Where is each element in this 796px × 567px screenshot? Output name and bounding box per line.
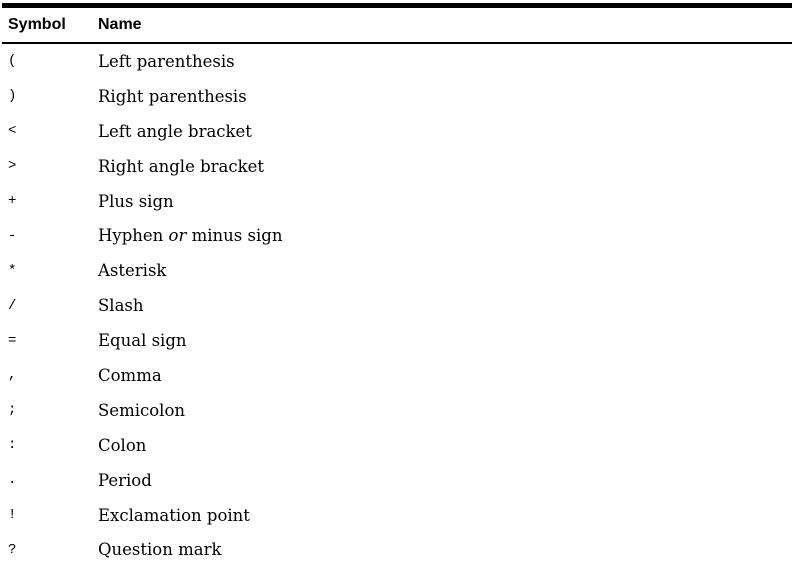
symbol-cell: ) (8, 88, 17, 105)
table-row (2, 253, 796, 288)
name-text-italic: or (168, 226, 187, 246)
name-cell (98, 157, 796, 176)
name-text: Asterisk (98, 261, 167, 281)
name-cell (98, 87, 796, 106)
name-text: Right angle bracket (98, 156, 264, 176)
symbol-cell: - (8, 227, 17, 244)
name-cell (98, 296, 796, 315)
name-text: Slash (98, 296, 144, 316)
symbol-cell: * (8, 262, 17, 279)
name-cell (98, 331, 796, 350)
symbol-cell: < (8, 123, 17, 140)
name-text: Exclamation point (98, 505, 250, 525)
table-row (2, 149, 796, 184)
symbol-cell: ; (8, 402, 17, 419)
name-cell (98, 436, 796, 455)
symbol-cell: : (8, 437, 17, 454)
name-cell (98, 506, 796, 525)
table-row (2, 358, 796, 393)
column-header-name: Name (98, 16, 142, 33)
table-row (2, 323, 796, 358)
symbol-cell: . (8, 472, 17, 489)
symbols-table-page (0, 3, 796, 567)
table-row (2, 428, 796, 463)
name-text: Period (98, 470, 152, 490)
name-text: Comma (98, 365, 162, 385)
name-text: Colon (98, 435, 147, 455)
table-row (2, 463, 796, 498)
name-text: Right parenthesis (98, 86, 247, 106)
symbol-cell: > (8, 158, 17, 175)
name-text: Hyphen (98, 226, 169, 246)
symbol-cell: ! (8, 507, 17, 524)
symbol-cell: ( (8, 53, 17, 70)
name-cell (98, 366, 796, 385)
name-cell (98, 261, 796, 280)
table-row (2, 498, 796, 533)
table-row (2, 532, 796, 567)
name-text: Equal sign (98, 331, 187, 351)
table-row (2, 114, 796, 149)
symbol-cell: + (8, 193, 17, 209)
table-row (2, 79, 796, 114)
name-text: Question mark (98, 540, 222, 560)
name-text: Semicolon (98, 400, 186, 420)
name-cell (98, 52, 796, 71)
table-header-row (2, 8, 796, 42)
name-cell (98, 122, 796, 141)
name-text: Left parenthesis (98, 51, 235, 71)
table-row (2, 44, 796, 79)
name-cell (98, 401, 796, 420)
symbol-cell: = (8, 332, 17, 349)
name-text: minus sign (186, 226, 283, 246)
table-row (2, 288, 796, 323)
column-header-symbol: Symbol (8, 16, 66, 33)
table-row (2, 218, 796, 253)
name-cell (98, 192, 796, 211)
table-row (2, 184, 796, 219)
symbol-cell: ? (8, 541, 17, 558)
symbol-cell: / (8, 297, 17, 314)
symbol-cell: , (8, 367, 17, 384)
name-cell (98, 471, 796, 490)
name-text: Plus sign (98, 191, 174, 211)
name-text: Left angle bracket (98, 121, 252, 141)
name-cell (98, 226, 796, 245)
table-row (2, 393, 796, 428)
